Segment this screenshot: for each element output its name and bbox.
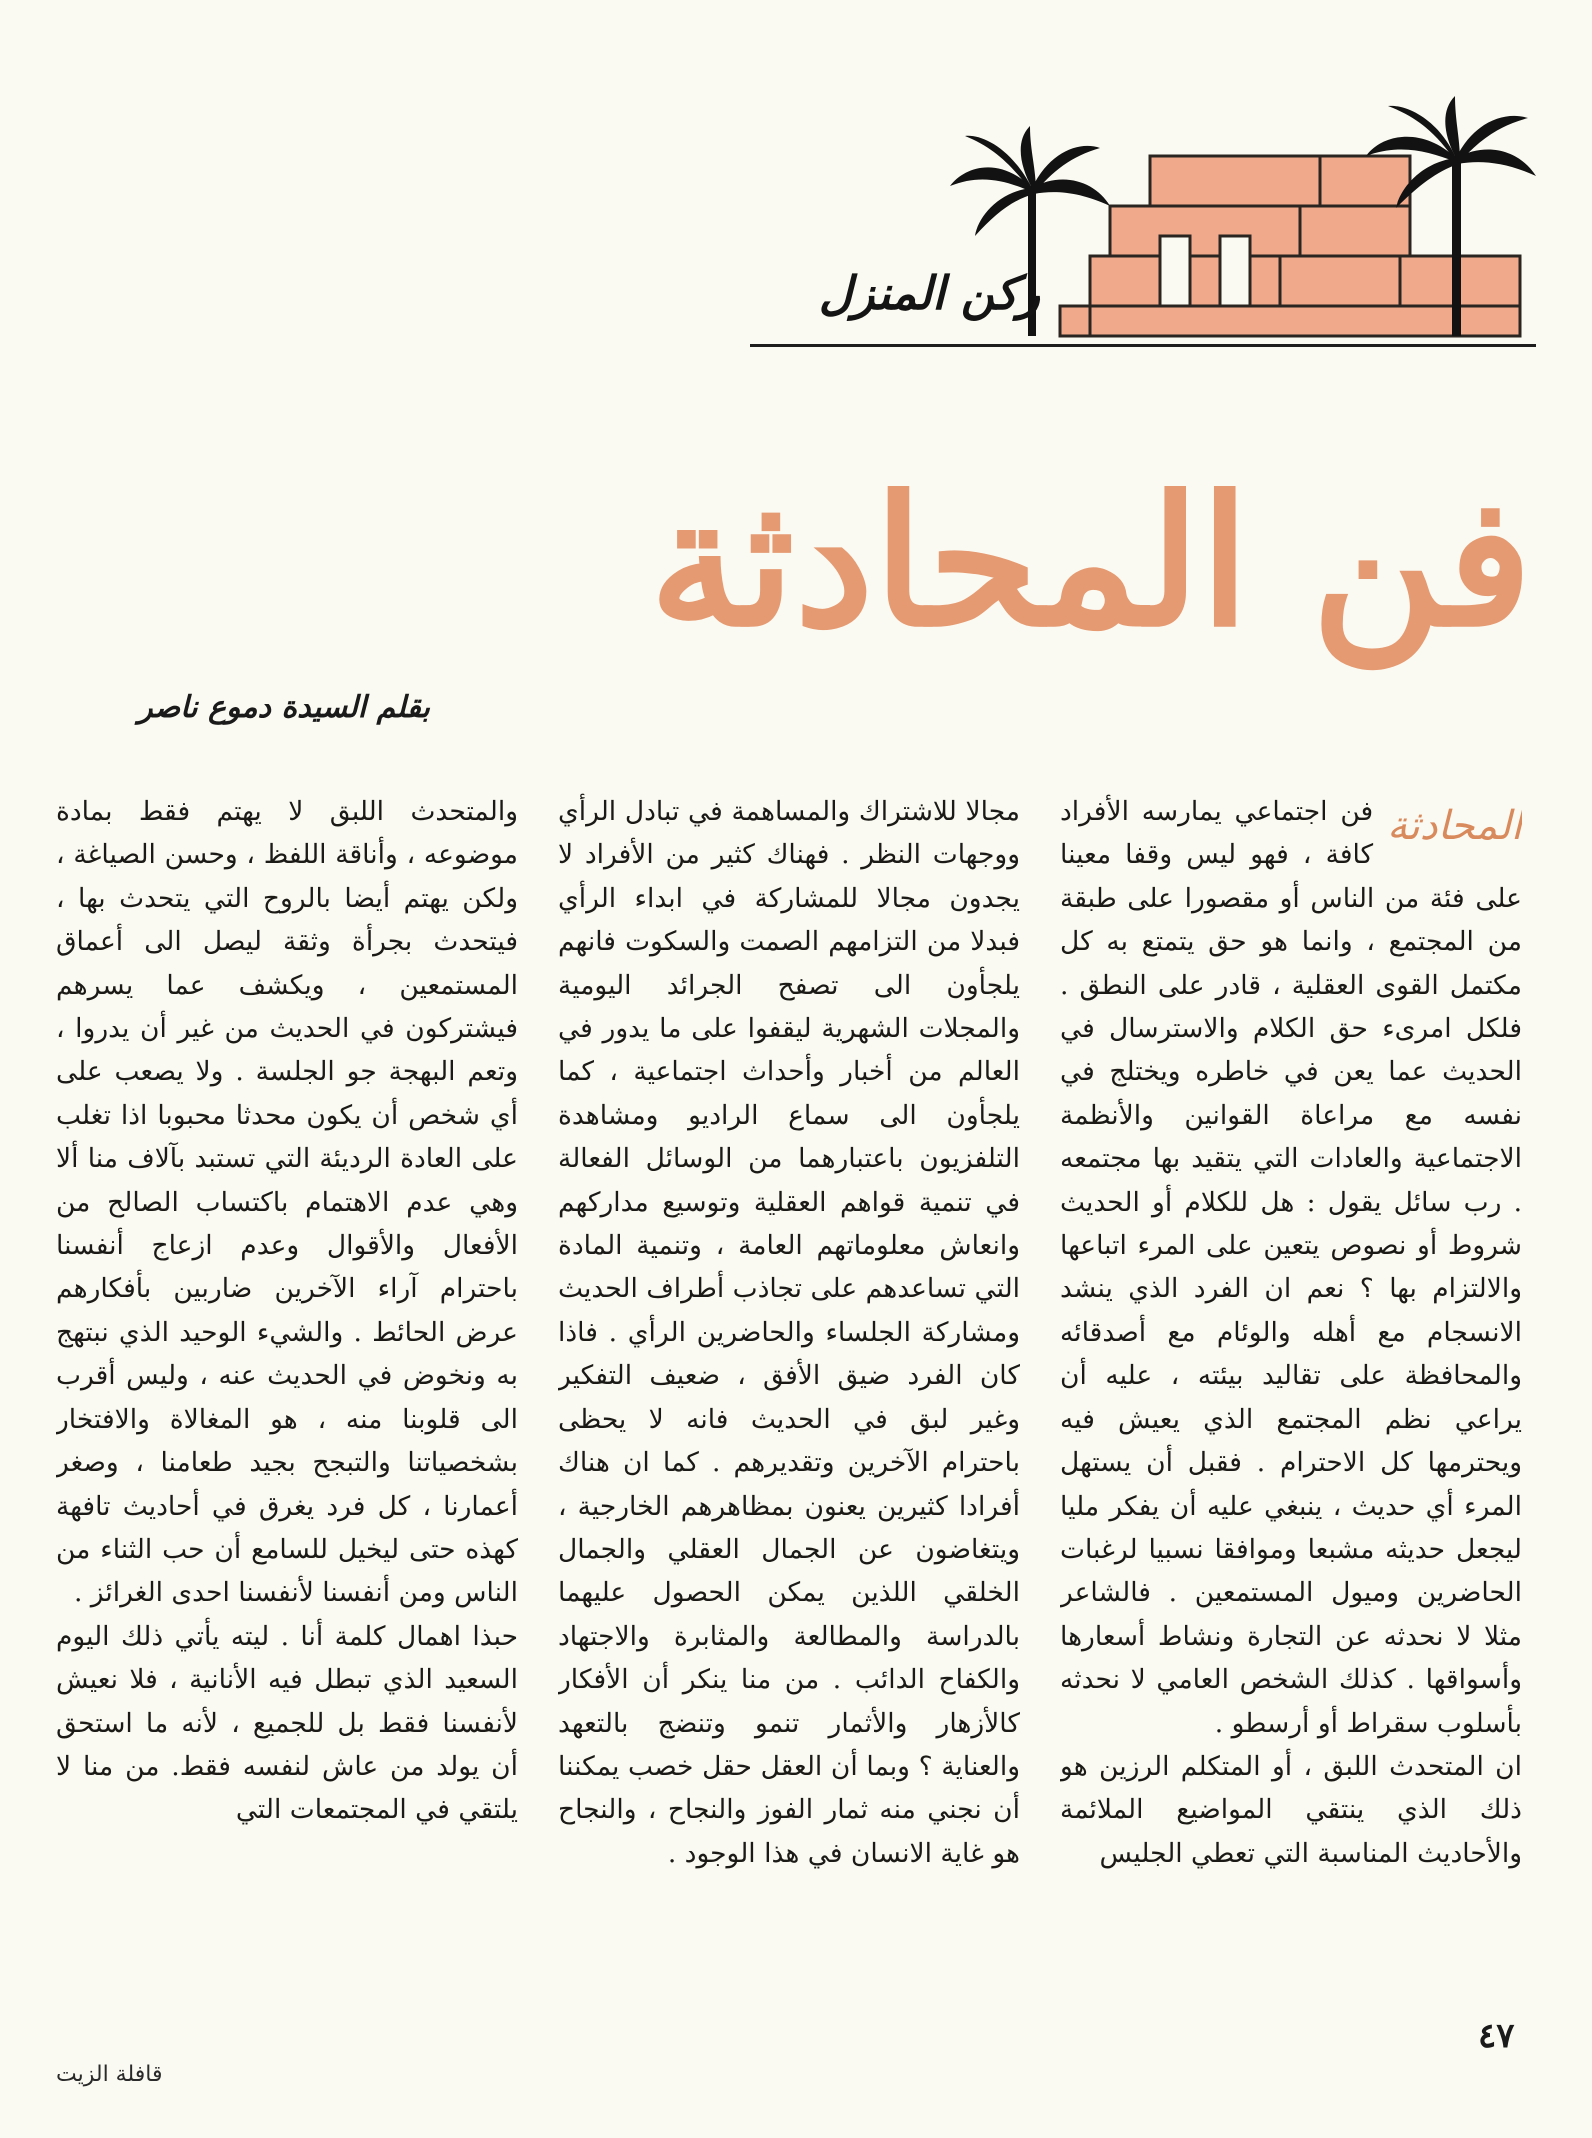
- header-divider: [750, 344, 1536, 347]
- lead-word: المحادثة: [1387, 803, 1522, 849]
- section-header: [750, 96, 1536, 348]
- magazine-name: قافلة الزيت: [56, 2062, 163, 2087]
- paragraph: والمتحدث اللبق لا يهتم فقط بمادة موضوعه ، وأناقة اللفظ ، وحسن الصياغة ، ولكن يهتم أيضا بالروح التي يتحدث بها ، فيتحدث بجرأة وثقة ليصل الى أعماق المستمعين ، ويكشف عما يسرهم فيشتركون في الحديث من غير أن يدروا ، وتعم البهجة جو الجلسة . ولا يصعب على أي شخص أن يكون محدثا محبوبا اذا تغلب على العادة الرديئة التي تستبد بآلاف منا ألا وهي عدم الاهتمام باكتساب الصالح من الأفعال والأقوال وعدم ازعاج أنفسنا باحترام آراء الآخرين ضاربين بأفكارهم عرض الحائط . والشيء الوحيد الذي نبتهج به ونخوض في الحديث عنه ، وليس أقرب الى قلوبنا منه ، هو المغالاة والافتخار بشخصياتنا والتبجح بجيد طعامنا ، وصغر أعمارنا ، كل فرد يغرق في أحاديث تافهة كهذه حتى ليخيل للسامع أن حب الثناء من الناس ومن أنفسنا لأنفسنا احدى الغرائز .: [56, 796, 518, 1609]
- paragraph: ان المتحدث اللبق ، أو المتكلم الرزين هو ذلك الذي ينتقي المواضيع الملائمة والأحاديث المناسبة التي تعطي الجليس: [1060, 1750, 1522, 1869]
- paragraph: حبذا اهمال كلمة أنا . ليته يأتي ذلك اليوم السعيد الذي تبطل فيه الأنانية ، فلا نعيش لأنفسنا فقط بل للجميع ، لأنه ما استحق أن يولد من عاش لنفسه فقط. من منا لا يلتقي في المجتمعات التي: [56, 1620, 518, 1826]
- section-title: ركن المنزل: [818, 266, 1040, 320]
- paragraph: فن اجتماعي يمارسه الأفراد كافة ، فهو ليس وقفا معينا على فئة من الناس أو مقصورا على طبقة من المجتمع ، وانما هو حق يتمتع به كل مكتمل القوى العقلية ، قادر على النطق . فلكل امرىء حق الكلام والاسترسال في الحديث عما يعن في خاطره ويختلج في نفسه مع مراعاة القوانين والأنظمة الاجتماعية والعادات التي يتقيد بها مجتمعه . رب سائل يقول : هل للكلام أو الحديث شروط أو نصوص يتعين على المرء اتباعها والالتزام بها ؟ نعم ان الفرد الذي ينشد الانسجام مع أهله والوئام مع أصدقائه والمحافظة على تقاليد بيئته ، عليه أن يراعي نظم المجتمع الذي يعيش فيه ويحترمها كل الاحترام . فقبل أن يستهل المرء أي حديث ، ينبغي عليه أن يفكر مليا ليجعل حديثه مشبعا وموافقا نسبيا لرغبات الحاضرين وميول المستمعين . فالشاعر مثلا لا نحدثه عن التجارة ونشاط أسعارها وأسواقها . كذلك الشخص العامي لا نحدثه بأسلوب سقراط أو أرسطو .: [1060, 796, 1522, 1739]
- article-column-2: [558, 790, 1020, 2040]
- paragraph: مجالا للاشتراك والمساهمة في تبادل الرأي ووجهات النظر . فهناك كثير من الأفراد لا يجدون مجالا للمشاركة في ابداء الرأي فبدلا من التزامهم الصمت والسكوت فانهم يلجأون الى تصفح الجرائد اليومية والمجلات الشهرية ليقفوا على ما يدور في العالم من أخبار وأحداث اجتماعية ، كما يلجأون الى سماع الراديو ومشاهدة التلفزيون باعتبارهما من الوسائل الفعالة في تنمية قواهم العقلية وتوسيع مداركهم وانعاش معلوماتهم العامة ، وتنمية المادة التي تساعدهم على تجاذب أطراف الحديث ومشاركة الجلساء والحاضرين الرأي . فاذا كان الفرد ضيق الأفق ، ضعيف التفكير وغير لبق في الحديث فانه لا يحظى باحترام الآخرين وتقديرهم . كما ان هناك أفرادا كثيرين يعنون بمظاهرهم الخارجية ، ويتغاضون عن الجمال العقلي والجمال الخلقي اللذين يمكن الحصول عليهما بالدراسة والمطالعة والمثابرة والاجتهاد والكفاح الدائب . من منا ينكر أن الأفكار كالأزهار والأثمار تنمو وتنضج بالتعهد والعناية ؟ وبما أن العقل حقل خصب يمكننا أن نجني منه ثمار الفوز والنجاح ، والنجاح هو غاية الانسان في هذا الوجود .: [558, 796, 1020, 1869]
- article-title: فن المحادثة: [649, 457, 1532, 666]
- house-icon: [1060, 156, 1520, 336]
- article-column-1: [1060, 790, 1522, 2040]
- article-byline: بقلم السيدة دموع ناصر: [138, 690, 430, 725]
- article-column-3: [56, 790, 518, 2040]
- page-number: ٤٧: [1478, 2016, 1515, 2056]
